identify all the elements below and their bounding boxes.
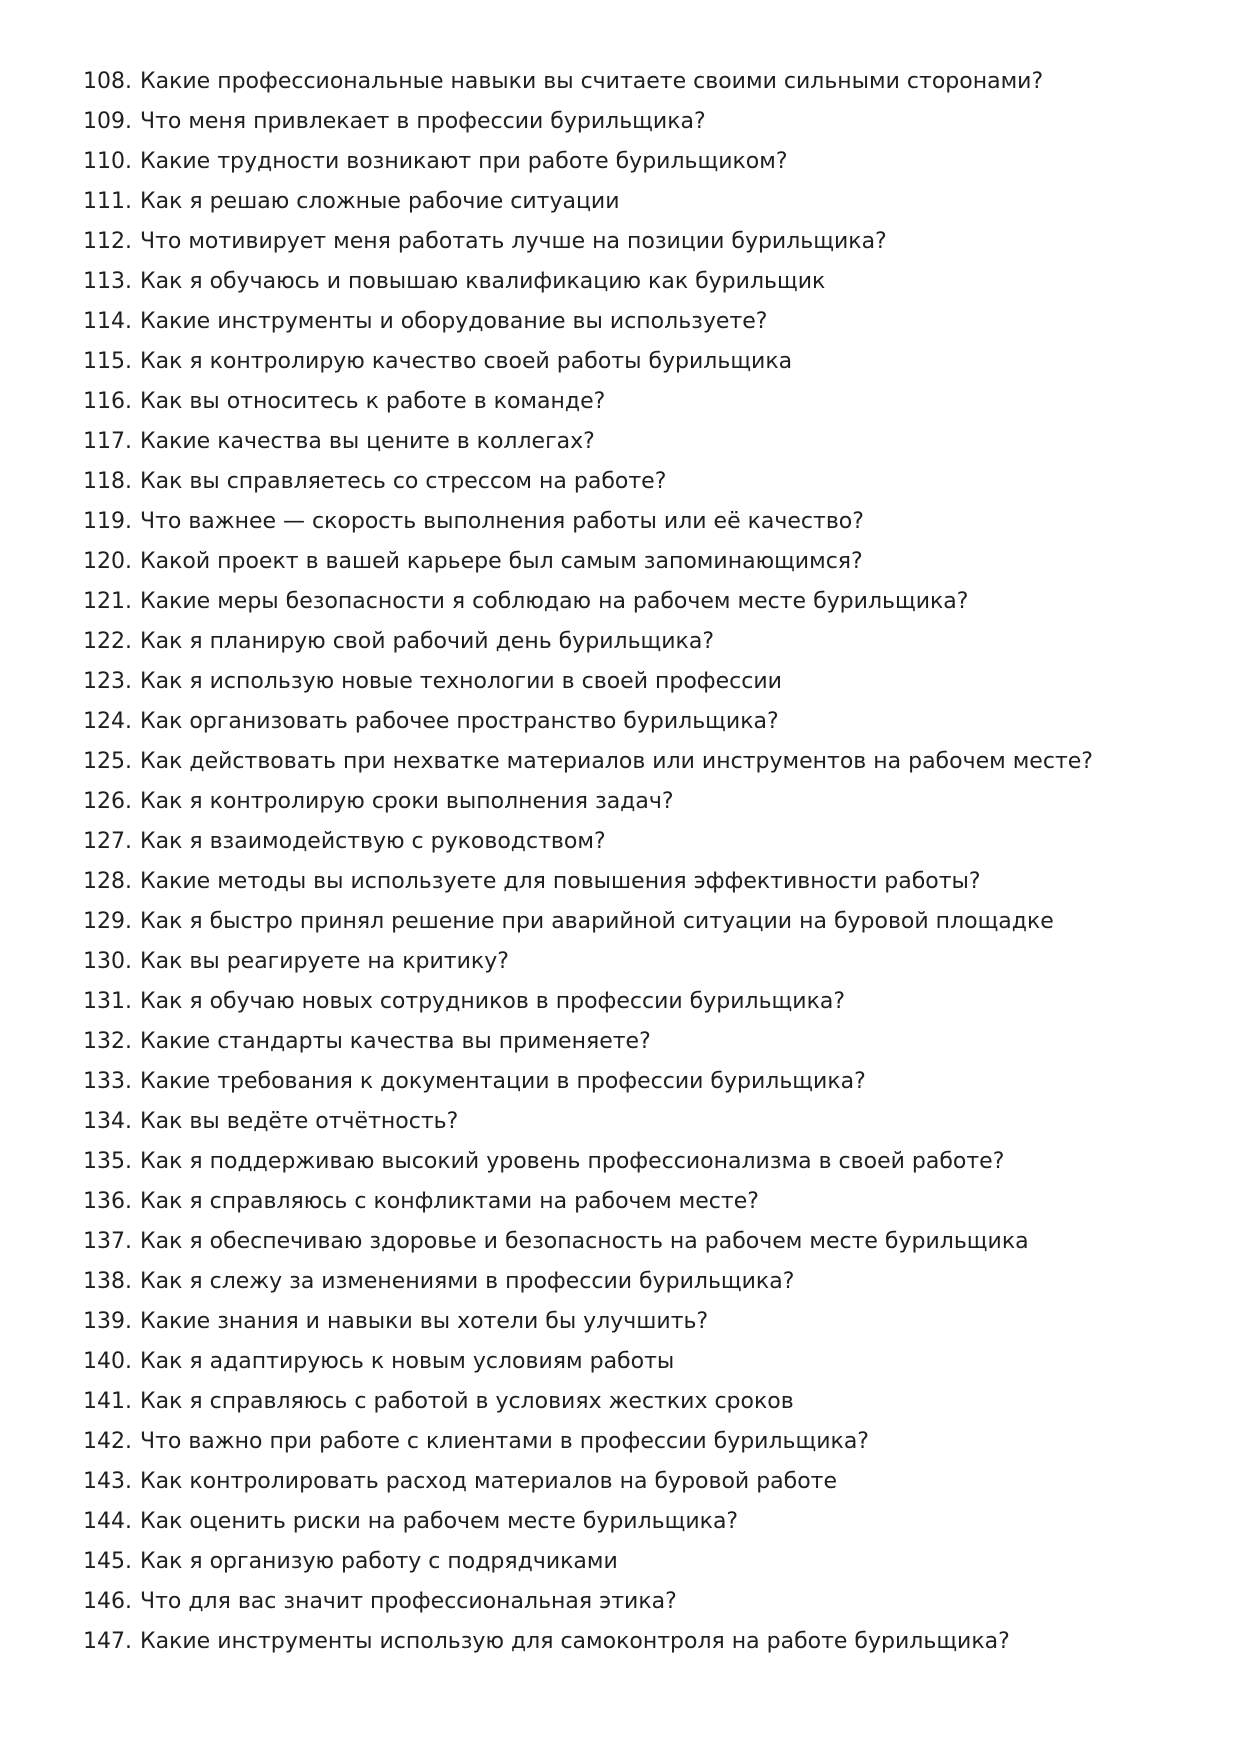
question-number: 130. xyxy=(83,949,132,974)
question-text: Какие инструменты использую для самоконтроля на работе бурильщика? xyxy=(139,1629,1010,1654)
question-item xyxy=(83,1222,1203,1262)
question-number: 114. xyxy=(83,309,132,334)
question-text: Как я обеспечиваю здоровье и безопасность на рабочем месте бурильщика xyxy=(139,1229,1029,1254)
question-number: 132. xyxy=(83,1029,132,1054)
question-text: Как я адаптируюсь к новым условиям работы xyxy=(139,1349,675,1374)
question-number: 141. xyxy=(83,1389,132,1414)
question-number: 115. xyxy=(83,349,132,374)
question-text: Как я планирую свой рабочий день бурильщика? xyxy=(139,629,715,654)
question-number: 133. xyxy=(83,1069,132,1094)
question-number: 110. xyxy=(83,149,132,174)
question-item xyxy=(83,1062,1203,1102)
question-number: 119. xyxy=(83,509,132,534)
question-text: Как я использую новые технологии в своей профессии xyxy=(139,669,782,694)
question-item xyxy=(83,902,1203,942)
question-item xyxy=(83,1542,1203,1582)
question-number: 143. xyxy=(83,1469,132,1494)
question-number: 129. xyxy=(83,909,132,934)
question-number: 118. xyxy=(83,469,132,494)
question-text: Как я контролирую качество своей работы бурильщика xyxy=(139,349,793,374)
question-text: Какой проект в вашей карьере был самым запоминающимся? xyxy=(139,549,863,574)
question-number: 109. xyxy=(83,109,132,134)
question-number: 123. xyxy=(83,669,132,694)
question-text: Как я поддерживаю высокий уровень профессионализма в своей работе? xyxy=(139,1149,1005,1174)
question-item xyxy=(83,142,1203,182)
question-text: Какие стандарты качества вы применяете? xyxy=(139,1029,651,1054)
question-number: 128. xyxy=(83,869,132,894)
question-number: 126. xyxy=(83,789,132,814)
question-item xyxy=(83,1382,1203,1422)
question-text: Как организовать рабочее пространство бурильщика? xyxy=(139,709,779,734)
question-text: Какие профессиональные навыки вы считаете своими сильными сторонами? xyxy=(139,69,1044,94)
question-item xyxy=(83,262,1203,302)
question-item xyxy=(83,1262,1203,1302)
question-item xyxy=(83,822,1203,862)
question-number: 117. xyxy=(83,429,132,454)
question-number: 124. xyxy=(83,709,132,734)
question-text: Как я слежу за изменениями в профессии бурильщика? xyxy=(139,1269,795,1294)
question-text: Какие методы вы используете для повышения эффективности работы? xyxy=(139,869,981,894)
question-number: 122. xyxy=(83,629,132,654)
question-item xyxy=(83,302,1203,342)
question-item xyxy=(83,1102,1203,1142)
question-item xyxy=(83,942,1203,982)
question-text: Как я решаю сложные рабочие ситуации xyxy=(139,189,620,214)
question-number: 138. xyxy=(83,1269,132,1294)
question-text: Что важно при работе с клиентами в профессии бурильщика? xyxy=(139,1429,869,1454)
question-item xyxy=(83,1022,1203,1062)
question-item xyxy=(83,622,1203,662)
question-number: 145. xyxy=(83,1549,132,1574)
question-item xyxy=(83,222,1203,262)
question-item xyxy=(83,62,1203,102)
question-item xyxy=(83,1622,1203,1662)
question-text: Какие качества вы цените в коллегах? xyxy=(139,429,595,454)
question-text: Что важнее — скорость выполнения работы или её качество? xyxy=(139,509,864,534)
question-item xyxy=(83,862,1203,902)
question-text: Какие трудности возникают при работе бурильщиком? xyxy=(139,149,788,174)
question-text: Как вы справляетесь со стрессом на работе? xyxy=(139,469,667,494)
question-number: 116. xyxy=(83,389,132,414)
question-number: 125. xyxy=(83,749,132,774)
question-item xyxy=(83,382,1203,422)
question-item xyxy=(83,102,1203,142)
question-number: 144. xyxy=(83,1509,132,1534)
question-text: Как я взаимодействую с руководством? xyxy=(139,829,606,854)
question-item xyxy=(83,782,1203,822)
question-number: 111. xyxy=(83,189,132,214)
question-text: Какие знания и навыки вы хотели бы улучшить? xyxy=(139,1309,709,1334)
question-number: 146. xyxy=(83,1589,132,1614)
question-text: Как я быстро принял решение при аварийной ситуации на буровой площадке xyxy=(139,909,1054,934)
question-number: 137. xyxy=(83,1229,132,1254)
question-item xyxy=(83,662,1203,702)
question-number: 131. xyxy=(83,989,132,1014)
question-number: 139. xyxy=(83,1309,132,1334)
question-text: Как я обучаюсь и повышаю квалификацию как бурильщик xyxy=(139,269,826,294)
question-item xyxy=(83,342,1203,382)
question-text: Какие инструменты и оборудование вы используете? xyxy=(139,309,768,334)
question-text: Как действовать при нехватке материалов или инструментов на рабочем месте? xyxy=(139,749,1093,774)
question-item xyxy=(83,1342,1203,1382)
question-text: Как я контролирую сроки выполнения задач? xyxy=(139,789,674,814)
question-list xyxy=(83,62,1203,1662)
question-number: 134. xyxy=(83,1109,132,1134)
question-item xyxy=(83,462,1203,502)
question-text: Как я справляюсь с работой в условиях жестких сроков xyxy=(139,1389,794,1414)
question-text: Какие меры безопасности я соблюдаю на рабочем месте бурильщика? xyxy=(139,589,969,614)
question-item xyxy=(83,1182,1203,1222)
question-item xyxy=(83,1582,1203,1622)
question-item xyxy=(83,542,1203,582)
question-item xyxy=(83,1142,1203,1182)
question-text: Как я организую работу с подрядчиками xyxy=(139,1549,618,1574)
question-item xyxy=(83,1302,1203,1342)
question-text: Как контролировать расход материалов на буровой работе xyxy=(139,1469,838,1494)
question-number: 140. xyxy=(83,1349,132,1374)
question-item xyxy=(83,582,1203,622)
question-number: 135. xyxy=(83,1149,132,1174)
question-number: 142. xyxy=(83,1429,132,1454)
question-item xyxy=(83,1462,1203,1502)
question-number: 112. xyxy=(83,229,132,254)
question-text: Что мотивирует меня работать лучше на позиции бурильщика? xyxy=(139,229,887,254)
question-text: Что меня привлекает в профессии бурильщика? xyxy=(139,109,706,134)
question-text: Какие требования к документации в профессии бурильщика? xyxy=(139,1069,866,1094)
question-text: Что для вас значит профессиональная этика? xyxy=(139,1589,677,1614)
question-text: Как вы относитесь к работе в команде? xyxy=(139,389,606,414)
question-number: 136. xyxy=(83,1189,132,1214)
question-item xyxy=(83,502,1203,542)
question-number: 113. xyxy=(83,269,132,294)
question-item xyxy=(83,182,1203,222)
question-text: Как вы реагируете на критику? xyxy=(139,949,509,974)
question-item xyxy=(83,422,1203,462)
question-item xyxy=(83,702,1203,742)
question-text: Как оценить риски на рабочем месте бурильщика? xyxy=(139,1509,739,1534)
question-item xyxy=(83,742,1203,782)
question-item xyxy=(83,1422,1203,1462)
question-text: Как вы ведёте отчётность? xyxy=(139,1109,459,1134)
question-item xyxy=(83,1502,1203,1542)
question-number: 121. xyxy=(83,589,132,614)
question-text: Как я справляюсь с конфликтами на рабочем месте? xyxy=(139,1189,759,1214)
question-number: 147. xyxy=(83,1629,132,1654)
question-number: 127. xyxy=(83,829,132,854)
question-item xyxy=(83,982,1203,1022)
question-number: 108. xyxy=(83,69,132,94)
question-text: Как я обучаю новых сотрудников в профессии бурильщика? xyxy=(139,989,846,1014)
question-number: 120. xyxy=(83,549,132,574)
